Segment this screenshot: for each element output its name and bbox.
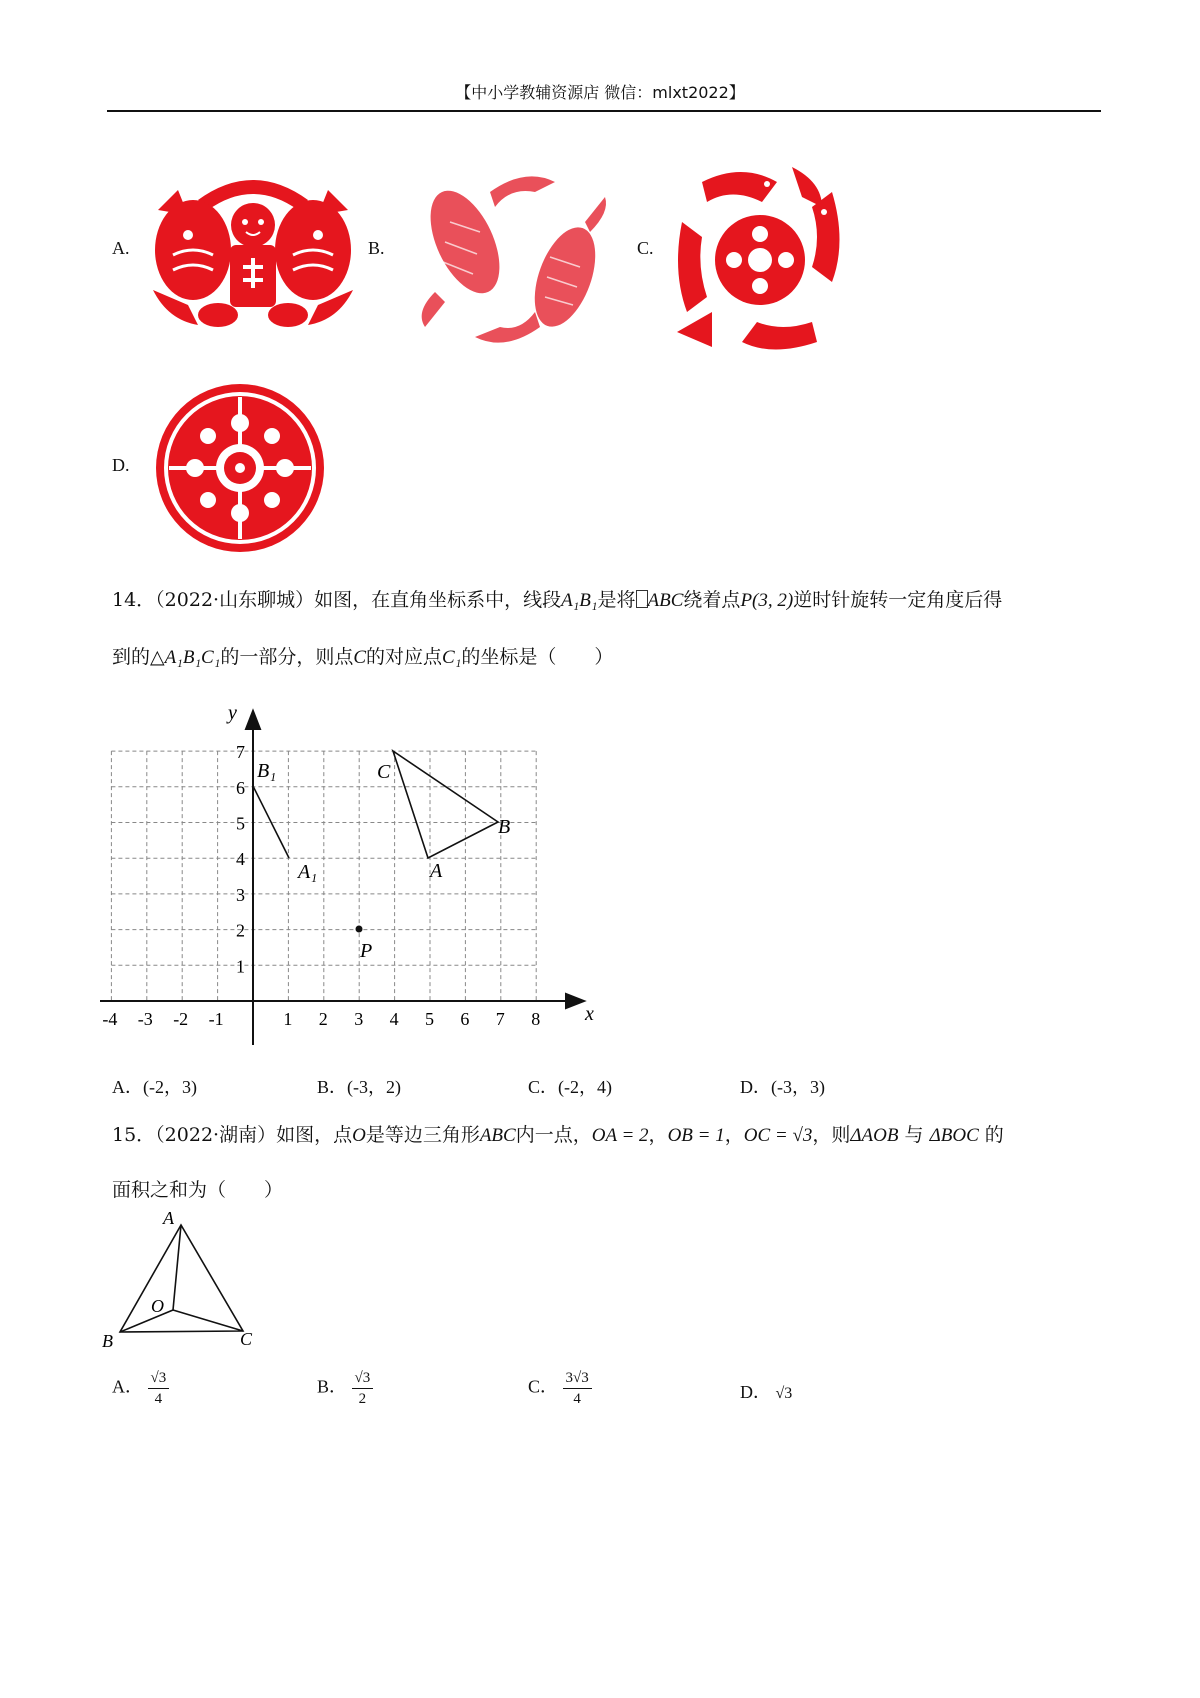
q15-option-a[interactable] xyxy=(112,1368,169,1409)
page-header: 【中小学教辅资源店 微信：mlxt2022】 xyxy=(455,83,745,102)
q14-prefix-text: 14．（2022·山东聊城）如图，在直角坐标系中，线段 xyxy=(112,589,562,611)
q15-option-c-letter: C． xyxy=(528,1376,559,1397)
q15-stem-line1 xyxy=(112,1123,1004,1148)
q14-coordinate-figure xyxy=(100,695,620,1055)
q13-option-d-label: D. xyxy=(112,455,130,475)
label-b: B xyxy=(498,816,511,838)
label-c: C xyxy=(240,1329,253,1349)
label-a: A xyxy=(163,1208,174,1228)
papercut-fish-child-image[interactable] xyxy=(148,170,358,330)
x-tick-label: 7 xyxy=(495,1009,505,1029)
q15-and-text: 与 xyxy=(898,1124,930,1146)
x-tick-label: -4 xyxy=(102,1009,118,1029)
label-b: B xyxy=(102,1331,113,1351)
triangle-abc xyxy=(393,751,498,858)
q15-option-b-fraction xyxy=(352,1368,374,1409)
q14-line2-prefix-text: 到的△ xyxy=(112,646,165,668)
q15-suffix-text: ，则 xyxy=(812,1124,851,1146)
x-tick-label: 4 xyxy=(389,1009,399,1029)
fraction-denominator: 4 xyxy=(573,1391,581,1407)
y-axis-label: y xyxy=(228,702,237,724)
q14-line2-mid-text: 的一部分，则点 xyxy=(220,646,354,668)
x-tick-label: -2 xyxy=(173,1009,189,1029)
q15-ob-eq: OB = 1 xyxy=(667,1125,725,1146)
q13-option-c-label: C. xyxy=(637,238,654,258)
q15-comma1: ， xyxy=(648,1124,668,1146)
q15-option-b[interactable] xyxy=(317,1368,373,1409)
q14-option-a[interactable]: A．(-2，3) xyxy=(112,1077,197,1097)
q15-triangle-figure xyxy=(100,1205,280,1355)
q15-option-a-letter: A． xyxy=(112,1376,143,1397)
x-tick-label: 5 xyxy=(425,1009,434,1029)
q15-prefix-text: 15．（2022·湖南）如图，点 xyxy=(112,1124,353,1146)
label-b1: B₁ xyxy=(257,760,277,782)
q14-option-b[interactable]: B．(-3，2) xyxy=(317,1077,401,1097)
fraction-numerator: √3 xyxy=(148,1368,170,1389)
q15-triangle-boc: ΔBOC xyxy=(929,1125,979,1146)
papercut-round-flower-image[interactable] xyxy=(155,383,325,553)
header-rule xyxy=(107,110,1101,112)
q15-triangle-abc: ABC xyxy=(479,1125,516,1146)
missing-glyph-box xyxy=(636,590,648,608)
label-a1: A₁ xyxy=(298,861,318,883)
y-tick-labels xyxy=(236,742,245,976)
papercut-two-koi-image[interactable] xyxy=(405,162,625,357)
q14-stem-line1 xyxy=(112,588,1002,613)
q14-segment-a1b1: A₁B₁ xyxy=(561,590,598,611)
label-o: O xyxy=(151,1296,164,1316)
y-tick-label: 7 xyxy=(236,742,245,763)
q14-option-d[interactable]: D．(-3，3) xyxy=(740,1077,825,1097)
q15-option-a-fraction xyxy=(148,1368,170,1409)
q13-option-a-label: A. xyxy=(112,238,130,258)
x-tick-label: 6 xyxy=(460,1009,470,1029)
q15-option-d-letter: D． xyxy=(740,1382,771,1402)
y-tick-label: 4 xyxy=(236,849,245,870)
label-c: C xyxy=(377,761,391,783)
triangle-lines xyxy=(120,1225,243,1332)
label-a: A xyxy=(430,860,443,882)
q14-mid1-text: 是将 xyxy=(597,589,636,611)
q14-line2-suffix-text: 的坐标是（ ） xyxy=(461,646,614,668)
q14-point-c1: C₁ xyxy=(442,647,462,668)
point-p-dot xyxy=(356,926,363,933)
q14-option-c[interactable]: C．(-2，4) xyxy=(528,1077,612,1097)
q14-stem-line2 xyxy=(112,645,613,670)
figure-lines xyxy=(253,751,498,858)
x-tick-label: 8 xyxy=(531,1009,541,1029)
y-tick-label: 3 xyxy=(236,884,245,905)
q15-option-c[interactable] xyxy=(528,1368,592,1409)
fraction-numerator: 3√3 xyxy=(563,1368,592,1389)
y-tick-label: 1 xyxy=(236,956,245,977)
q15-oa-eq: OA = 2 xyxy=(591,1125,649,1146)
q14-triangle-a1b1c1: A₁B₁C₁ xyxy=(164,647,221,668)
q13-option-b-label: B. xyxy=(368,238,385,258)
q14-point-p: P(3, 2) xyxy=(740,590,794,611)
fraction-numerator: √3 xyxy=(352,1368,374,1389)
q14-point-c: C xyxy=(353,647,367,668)
x-tick-label: 2 xyxy=(318,1009,328,1029)
x-tick-label: -1 xyxy=(208,1009,224,1029)
q15-oc-eq: OC = √3 xyxy=(743,1125,813,1146)
q14-mid2-text: 绕着点 xyxy=(683,589,741,611)
x-tick-label: -3 xyxy=(137,1009,153,1029)
axes xyxy=(100,711,584,1045)
x-tick-label: 3 xyxy=(354,1009,364,1029)
x-axis-label: x xyxy=(585,1003,594,1025)
q15-de-text: 的 xyxy=(978,1124,1004,1146)
q15-triangle-aob: ΔAOB xyxy=(850,1125,899,1146)
q14-line2-mid2-text: 的对应点 xyxy=(366,646,443,668)
q15-option-d[interactable] xyxy=(740,1378,792,1404)
y-tick-label: 2 xyxy=(236,920,245,941)
q14-suffix1-text: 逆时针旋转一定角度后得 xyxy=(793,589,1003,611)
x-tick-label: 1 xyxy=(283,1009,293,1029)
q15-option-b-letter: B． xyxy=(317,1376,348,1397)
fraction-denominator: 2 xyxy=(358,1391,367,1407)
q15-option-d-value: √3 xyxy=(775,1385,793,1402)
q15-point-o: O xyxy=(352,1125,366,1146)
label-p: P xyxy=(360,940,373,962)
q15-option-c-fraction xyxy=(563,1368,592,1409)
q15-comma2: ， xyxy=(724,1124,744,1146)
papercut-four-fish-image[interactable] xyxy=(672,162,847,357)
q14-triangle-abc: ABC xyxy=(647,590,684,611)
fraction-denominator: 4 xyxy=(154,1391,163,1407)
y-tick-label: 5 xyxy=(236,813,245,834)
q15-mid2-text: 内一点， xyxy=(515,1124,592,1146)
q15-stem-line2: 面积之和为（ ） xyxy=(112,1179,284,1201)
q15-mid-text: 是等边三角形 xyxy=(365,1124,480,1146)
grid-lines xyxy=(111,751,536,1001)
y-tick-label: 6 xyxy=(236,777,245,798)
x-tick-labels xyxy=(102,1009,540,1029)
